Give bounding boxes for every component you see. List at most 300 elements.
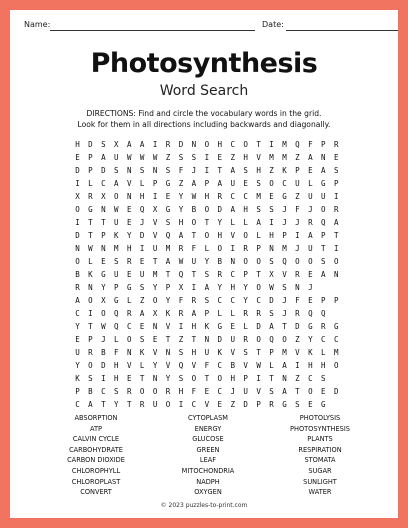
grid-letter[interactable]: I bbox=[88, 309, 93, 318]
grid-letter[interactable]: P bbox=[321, 140, 326, 149]
grid-letter[interactable]: C bbox=[101, 179, 106, 188]
grid-letter[interactable]: Z bbox=[230, 400, 235, 409]
grid-letter[interactable]: P bbox=[321, 296, 326, 305]
grid-letter[interactable]: P bbox=[295, 166, 300, 175]
grid-letter[interactable]: V bbox=[204, 400, 210, 409]
grid-letter[interactable]: E bbox=[269, 192, 274, 201]
grid-letter[interactable]: V bbox=[165, 361, 171, 370]
grid-letter[interactable]: O bbox=[295, 257, 300, 266]
grid-letter[interactable]: U bbox=[114, 270, 119, 279]
grid-letter[interactable]: I bbox=[333, 192, 339, 201]
grid-letter[interactable]: Q bbox=[308, 309, 313, 318]
grid-letter[interactable]: H bbox=[178, 218, 184, 227]
name-field-line[interactable] bbox=[50, 30, 255, 31]
grid-letter[interactable]: Y bbox=[152, 283, 158, 292]
grid-letter[interactable]: P bbox=[152, 179, 158, 188]
grid-letter[interactable]: W bbox=[191, 192, 197, 201]
grid-letter[interactable]: Z bbox=[295, 153, 300, 162]
grid-letter[interactable]: Y bbox=[308, 335, 313, 344]
grid-letter[interactable]: G bbox=[282, 400, 287, 409]
grid-letter[interactable]: I bbox=[152, 192, 158, 201]
grid-letter[interactable]: J bbox=[308, 205, 313, 214]
grid-letter[interactable]: I bbox=[295, 231, 300, 240]
grid-letter[interactable]: P bbox=[204, 179, 210, 188]
grid-letter[interactable]: T bbox=[88, 322, 93, 331]
grid-letter[interactable]: K bbox=[75, 374, 80, 383]
grid-letter[interactable]: S bbox=[114, 166, 119, 175]
grid-letter[interactable]: O bbox=[217, 374, 223, 383]
grid-letter[interactable]: U bbox=[308, 244, 313, 253]
grid-letter[interactable]: Y bbox=[75, 361, 80, 370]
grid-letter[interactable]: F bbox=[191, 387, 197, 396]
grid-letter[interactable]: S bbox=[178, 374, 184, 383]
grid-letter[interactable]: J bbox=[295, 244, 300, 253]
grid-letter[interactable]: Y bbox=[114, 400, 119, 409]
grid-letter[interactable]: Y bbox=[101, 283, 106, 292]
grid-letter[interactable]: D bbox=[269, 296, 274, 305]
grid-letter[interactable]: O bbox=[152, 387, 158, 396]
grid-letter[interactable]: P bbox=[333, 296, 339, 305]
grid-letter[interactable]: H bbox=[114, 361, 119, 370]
grid-letter[interactable]: R bbox=[217, 192, 223, 201]
grid-letter[interactable]: H bbox=[75, 140, 80, 149]
grid-letter[interactable]: V bbox=[256, 387, 261, 396]
grid-letter[interactable]: K bbox=[217, 348, 223, 357]
grid-letter[interactable]: E bbox=[75, 335, 80, 344]
grid-letter[interactable]: S bbox=[282, 283, 287, 292]
grid-letter[interactable]: Y bbox=[75, 322, 80, 331]
grid-letter[interactable]: O bbox=[75, 257, 80, 266]
grid-letter[interactable]: U bbox=[152, 400, 158, 409]
grid-letter[interactable]: G bbox=[165, 205, 171, 214]
grid-letter[interactable]: G bbox=[88, 205, 93, 214]
grid-letter[interactable]: J bbox=[282, 296, 287, 305]
grid-letter[interactable]: G bbox=[101, 270, 106, 279]
grid-letter[interactable]: N bbox=[321, 153, 326, 162]
grid-letter[interactable]: F bbox=[308, 140, 313, 149]
grid-letter[interactable]: C bbox=[243, 192, 248, 201]
grid-letter[interactable]: A bbox=[282, 387, 287, 396]
grid-letter[interactable]: T bbox=[88, 231, 93, 240]
grid-letter[interactable]: C bbox=[217, 361, 223, 370]
grid-letter[interactable]: S bbox=[321, 257, 326, 266]
grid-letter[interactable]: F bbox=[204, 361, 210, 370]
grid-letter[interactable]: A bbox=[139, 309, 145, 318]
grid-letter[interactable]: P bbox=[88, 166, 93, 175]
grid-letter[interactable]: A bbox=[333, 218, 339, 227]
grid-letter[interactable]: G bbox=[321, 400, 326, 409]
grid-letter[interactable]: L bbox=[204, 244, 210, 253]
grid-letter[interactable]: W bbox=[178, 257, 184, 266]
grid-letter[interactable]: H bbox=[308, 361, 313, 370]
grid-letter[interactable]: H bbox=[191, 322, 197, 331]
grid-letter[interactable]: L bbox=[269, 361, 274, 370]
grid-letter[interactable]: I bbox=[75, 218, 80, 227]
grid-letter[interactable]: W bbox=[256, 361, 261, 370]
grid-letter[interactable]: R bbox=[191, 296, 197, 305]
grid-letter[interactable]: D bbox=[217, 335, 223, 344]
grid-letter[interactable]: I bbox=[204, 166, 210, 175]
grid-letter[interactable]: N bbox=[101, 205, 106, 214]
grid-letter[interactable]: Z bbox=[139, 296, 145, 305]
grid-letter[interactable]: S bbox=[178, 348, 184, 357]
grid-letter[interactable]: R bbox=[243, 335, 248, 344]
grid-letter[interactable]: I bbox=[178, 322, 184, 331]
grid-letter[interactable]: B bbox=[217, 257, 223, 266]
grid-letter[interactable]: X bbox=[152, 309, 158, 318]
grid-letter[interactable]: T bbox=[295, 387, 300, 396]
grid-letter[interactable]: S bbox=[256, 179, 261, 188]
grid-letter[interactable]: S bbox=[269, 309, 274, 318]
grid-letter[interactable]: A bbox=[282, 361, 287, 370]
grid-letter[interactable]: K bbox=[114, 231, 119, 240]
grid-letter[interactable]: I bbox=[256, 374, 261, 383]
grid-letter[interactable]: V bbox=[230, 348, 235, 357]
grid-letter[interactable]: P bbox=[204, 309, 210, 318]
grid-letter[interactable]: O bbox=[165, 400, 171, 409]
grid-letter[interactable]: N bbox=[165, 348, 171, 357]
grid-letter[interactable]: T bbox=[256, 140, 261, 149]
grid-letter[interactable]: Q bbox=[178, 270, 184, 279]
grid-letter[interactable]: W bbox=[269, 283, 274, 292]
grid-letter[interactable]: J bbox=[101, 335, 106, 344]
grid-letter[interactable]: H bbox=[217, 231, 223, 240]
grid-letter[interactable]: E bbox=[139, 257, 145, 266]
grid-letter[interactable]: P bbox=[321, 231, 326, 240]
grid-letter[interactable]: T bbox=[191, 335, 197, 344]
grid-letter[interactable]: R bbox=[333, 140, 339, 149]
grid-letter[interactable]: I bbox=[152, 140, 158, 149]
grid-letter[interactable]: Y bbox=[165, 296, 171, 305]
grid-letter[interactable]: T bbox=[204, 218, 210, 227]
grid-letter[interactable]: I bbox=[101, 374, 106, 383]
grid-letter[interactable]: L bbox=[256, 231, 261, 240]
grid-letter[interactable]: W bbox=[88, 244, 93, 253]
grid-letter[interactable]: V bbox=[152, 231, 158, 240]
grid-letter[interactable]: S bbox=[243, 166, 248, 175]
grid-letter[interactable]: N bbox=[191, 140, 197, 149]
grid-letter[interactable]: C bbox=[101, 387, 106, 396]
grid-letter[interactable]: W bbox=[114, 205, 119, 214]
grid-letter[interactable]: F bbox=[191, 244, 197, 253]
grid-letter[interactable]: N bbox=[152, 166, 158, 175]
grid-letter[interactable]: M bbox=[152, 270, 158, 279]
grid-letter[interactable]: B bbox=[88, 387, 93, 396]
grid-letter[interactable] bbox=[330, 307, 343, 320]
grid-letter[interactable]: Z bbox=[178, 335, 184, 344]
grid-letter[interactable]: Q bbox=[139, 205, 145, 214]
grid-letter[interactable]: R bbox=[243, 309, 248, 318]
grid-letter[interactable]: V bbox=[126, 361, 132, 370]
grid-letter[interactable]: E bbox=[217, 400, 223, 409]
grid-letter[interactable]: Y bbox=[178, 205, 184, 214]
grid-letter[interactable]: O bbox=[256, 283, 261, 292]
grid-letter[interactable]: R bbox=[88, 192, 93, 201]
grid-letter[interactable]: D bbox=[101, 166, 106, 175]
grid-letter[interactable]: T bbox=[139, 374, 145, 383]
grid-letter[interactable]: V bbox=[152, 218, 158, 227]
grid-letter[interactable]: E bbox=[230, 322, 235, 331]
grid-letter[interactable]: Z bbox=[295, 335, 300, 344]
grid-letter[interactable]: Z bbox=[269, 166, 274, 175]
grid-letter[interactable]: G bbox=[308, 322, 313, 331]
grid-letter[interactable]: R bbox=[126, 309, 132, 318]
grid-letter[interactable]: Y bbox=[243, 283, 248, 292]
grid-letter[interactable]: F bbox=[178, 166, 184, 175]
grid-letter[interactable]: N bbox=[333, 270, 339, 279]
grid-letter[interactable]: P bbox=[269, 348, 274, 357]
grid-letter[interactable]: M bbox=[256, 192, 261, 201]
grid-letter[interactable]: T bbox=[217, 166, 223, 175]
grid-letter[interactable]: R bbox=[256, 309, 261, 318]
grid-letter[interactable]: R bbox=[75, 283, 80, 292]
grid-letter[interactable]: N bbox=[295, 283, 300, 292]
grid-letter[interactable]: V bbox=[243, 361, 248, 370]
grid-letter[interactable]: O bbox=[308, 257, 313, 266]
grid-letter[interactable]: E bbox=[308, 166, 313, 175]
grid-letter[interactable]: E bbox=[333, 153, 339, 162]
grid-letter[interactable]: A bbox=[321, 166, 326, 175]
grid-letter[interactable]: T bbox=[256, 348, 261, 357]
grid-letter[interactable]: P bbox=[256, 400, 261, 409]
grid-letter[interactable]: O bbox=[333, 257, 339, 266]
grid-letter[interactable]: S bbox=[165, 166, 171, 175]
grid-letter[interactable]: V bbox=[191, 361, 197, 370]
grid-letter[interactable]: S bbox=[165, 218, 171, 227]
grid-letter[interactable]: O bbox=[321, 205, 326, 214]
grid-letter[interactable]: G bbox=[217, 322, 223, 331]
grid-letter[interactable]: A bbox=[178, 231, 184, 240]
grid-letter[interactable]: J bbox=[295, 218, 300, 227]
grid-letter[interactable]: E bbox=[101, 257, 106, 266]
grid-letter[interactable]: K bbox=[204, 322, 210, 331]
grid-letter[interactable]: O bbox=[191, 218, 197, 227]
grid-letter[interactable]: O bbox=[308, 387, 313, 396]
grid-letter[interactable]: R bbox=[178, 244, 184, 253]
grid-letter[interactable]: S bbox=[243, 348, 248, 357]
grid-letter[interactable]: D bbox=[75, 166, 80, 175]
grid-letter[interactable]: R bbox=[269, 400, 274, 409]
grid-letter[interactable]: A bbox=[75, 296, 80, 305]
grid-letter[interactable]: T bbox=[165, 270, 171, 279]
grid-letter[interactable]: H bbox=[217, 140, 223, 149]
grid-letter[interactable]: A bbox=[230, 205, 235, 214]
grid-letter[interactable]: E bbox=[152, 335, 158, 344]
grid-letter[interactable]: U bbox=[243, 387, 248, 396]
grid-letter[interactable]: O bbox=[217, 244, 223, 253]
grid-letter[interactable]: A bbox=[191, 179, 197, 188]
grid-letter[interactable]: V bbox=[126, 179, 132, 188]
grid-letter[interactable]: P bbox=[243, 270, 248, 279]
grid-letter[interactable]: I bbox=[230, 244, 235, 253]
grid-letter[interactable]: I bbox=[139, 244, 145, 253]
grid-letter[interactable]: S bbox=[333, 166, 339, 175]
grid-letter[interactable]: D bbox=[88, 140, 93, 149]
grid-letter[interactable]: E bbox=[126, 205, 132, 214]
grid-letter[interactable]: T bbox=[321, 244, 326, 253]
grid-letter[interactable]: I bbox=[178, 400, 184, 409]
grid-letter[interactable]: C bbox=[75, 309, 80, 318]
grid-letter[interactable]: J bbox=[282, 218, 287, 227]
grid-letter[interactable]: S bbox=[114, 257, 119, 266]
grid-letter[interactable]: X bbox=[75, 192, 80, 201]
grid-letter[interactable]: C bbox=[230, 270, 235, 279]
grid-letter[interactable]: Z bbox=[295, 192, 300, 201]
grid-letter[interactable]: K bbox=[88, 270, 93, 279]
grid-letter[interactable]: E bbox=[126, 270, 132, 279]
grid-letter[interactable]: C bbox=[191, 400, 197, 409]
grid-letter[interactable]: S bbox=[88, 374, 93, 383]
grid-letter[interactable]: R bbox=[165, 140, 171, 149]
grid-letter[interactable] bbox=[330, 372, 343, 385]
grid-letter[interactable]: R bbox=[178, 309, 184, 318]
grid-letter[interactable]: O bbox=[204, 205, 210, 214]
grid-letter[interactable]: Q bbox=[114, 309, 119, 318]
grid-letter[interactable]: R bbox=[333, 205, 339, 214]
grid-letter[interactable]: L bbox=[230, 218, 235, 227]
grid-letter[interactable]: A bbox=[88, 400, 93, 409]
grid-letter[interactable]: A bbox=[114, 179, 119, 188]
grid-letter[interactable]: A bbox=[165, 257, 171, 266]
grid-letter[interactable]: J bbox=[139, 218, 145, 227]
grid-letter[interactable]: C bbox=[308, 374, 313, 383]
grid-letter[interactable]: J bbox=[282, 309, 287, 318]
grid-letter[interactable]: D bbox=[217, 205, 223, 214]
grid-letter[interactable]: F bbox=[295, 296, 300, 305]
grid-letter[interactable]: I bbox=[295, 361, 300, 370]
grid-letter[interactable]: O bbox=[256, 335, 261, 344]
grid-letter[interactable]: A bbox=[139, 140, 145, 149]
grid-letter[interactable]: C bbox=[230, 192, 235, 201]
grid-letter[interactable]: L bbox=[114, 335, 119, 344]
grid-letter[interactable]: R bbox=[217, 270, 223, 279]
grid-letter[interactable]: O bbox=[204, 231, 210, 240]
grid-letter[interactable]: V bbox=[256, 153, 261, 162]
grid-letter[interactable]: E bbox=[308, 270, 313, 279]
grid-letter[interactable]: X bbox=[152, 205, 158, 214]
grid-letter[interactable]: D bbox=[139, 231, 145, 240]
grid-letter[interactable]: Y bbox=[204, 257, 210, 266]
grid-letter[interactable]: M bbox=[165, 244, 171, 253]
grid-letter[interactable]: G bbox=[126, 283, 132, 292]
grid-letter[interactable]: W bbox=[152, 153, 158, 162]
grid-letter[interactable]: T bbox=[256, 270, 261, 279]
grid-letter[interactable]: R bbox=[243, 244, 248, 253]
grid-letter[interactable]: E bbox=[204, 387, 210, 396]
grid-letter[interactable]: X bbox=[178, 283, 184, 292]
grid-letter[interactable]: Z bbox=[295, 374, 300, 383]
grid-letter[interactable]: W bbox=[126, 153, 132, 162]
grid-letter[interactable]: Y bbox=[243, 296, 248, 305]
grid-letter[interactable]: U bbox=[230, 335, 235, 344]
grid-letter[interactable]: A bbox=[308, 231, 313, 240]
grid-letter[interactable]: I bbox=[75, 179, 80, 188]
grid-letter[interactable]: A bbox=[217, 179, 223, 188]
grid-letter[interactable]: P bbox=[75, 387, 80, 396]
grid-letter[interactable]: T bbox=[282, 322, 287, 331]
grid-letter[interactable]: G bbox=[321, 179, 326, 188]
grid-letter[interactable]: F bbox=[295, 205, 300, 214]
grid-letter[interactable]: H bbox=[269, 231, 274, 240]
grid-letter[interactable]: M bbox=[282, 348, 287, 357]
grid-letter[interactable]: L bbox=[308, 179, 313, 188]
grid-letter[interactable]: B bbox=[191, 205, 197, 214]
grid-letter[interactable]: E bbox=[126, 374, 132, 383]
grid-letter[interactable]: H bbox=[204, 192, 210, 201]
grid-letter[interactable]: C bbox=[217, 387, 223, 396]
grid-letter[interactable]: F bbox=[178, 296, 184, 305]
grid-letter[interactable]: X bbox=[101, 192, 106, 201]
grid-letter[interactable]: Q bbox=[269, 335, 274, 344]
grid-letter[interactable]: D bbox=[101, 361, 106, 370]
grid-letter[interactable]: T bbox=[165, 335, 171, 344]
grid-letter[interactable]: I bbox=[191, 283, 197, 292]
grid-letter[interactable]: D bbox=[295, 322, 300, 331]
grid-letter[interactable]: N bbox=[152, 322, 158, 331]
grid-letter[interactable]: T bbox=[191, 231, 197, 240]
grid-letter[interactable]: S bbox=[269, 257, 274, 266]
grid-letter[interactable]: J bbox=[230, 387, 235, 396]
grid-letter[interactable]: R bbox=[139, 400, 145, 409]
grid-letter[interactable]: S bbox=[269, 387, 274, 396]
grid-letter[interactable]: D bbox=[256, 322, 261, 331]
grid-letter[interactable]: Y bbox=[165, 374, 171, 383]
grid-letter[interactable]: Q bbox=[282, 257, 287, 266]
grid-letter[interactable]: A bbox=[321, 270, 326, 279]
grid-letter[interactable]: A bbox=[308, 153, 313, 162]
grid-letter[interactable]: O bbox=[88, 361, 93, 370]
grid-letter[interactable]: E bbox=[308, 400, 313, 409]
grid-letter[interactable]: I bbox=[333, 244, 339, 253]
grid-letter[interactable]: K bbox=[165, 309, 171, 318]
grid-letter[interactable]: L bbox=[88, 257, 93, 266]
grid-letter[interactable]: K bbox=[308, 348, 313, 357]
grid-letter[interactable]: R bbox=[321, 322, 326, 331]
grid-letter[interactable]: T bbox=[101, 218, 106, 227]
grid-letter[interactable]: R bbox=[308, 218, 313, 227]
grid-letter[interactable]: Y bbox=[217, 218, 223, 227]
grid-letter[interactable]: M bbox=[282, 153, 287, 162]
grid-letter[interactable]: D bbox=[333, 387, 339, 396]
grid-letter[interactable]: H bbox=[321, 361, 326, 370]
grid-letter[interactable]: V bbox=[165, 322, 171, 331]
grid-letter[interactable]: U bbox=[230, 179, 235, 188]
grid-letter[interactable]: Q bbox=[178, 361, 184, 370]
grid-letter[interactable]: T bbox=[204, 374, 210, 383]
grid-letter[interactable]: O bbox=[256, 257, 261, 266]
grid-letter[interactable]: V bbox=[152, 348, 158, 357]
grid-letter[interactable]: U bbox=[75, 348, 80, 357]
grid-letter[interactable]: U bbox=[321, 192, 326, 201]
grid-letter[interactable]: I bbox=[204, 153, 210, 162]
grid-letter[interactable]: I bbox=[269, 140, 274, 149]
grid-letter[interactable]: V bbox=[230, 231, 235, 240]
grid-letter[interactable]: C bbox=[126, 322, 132, 331]
grid-letter[interactable]: O bbox=[333, 361, 339, 370]
grid-letter[interactable]: U bbox=[191, 257, 197, 266]
grid-letter[interactable]: R bbox=[165, 387, 171, 396]
grid-letter[interactable] bbox=[317, 281, 330, 294]
grid-letter[interactable]: A bbox=[230, 166, 235, 175]
grid-letter[interactable]: Q bbox=[114, 322, 119, 331]
grid-letter[interactable]: V bbox=[295, 348, 300, 357]
grid-letter[interactable]: R bbox=[88, 348, 93, 357]
grid-letter[interactable]: P bbox=[165, 283, 171, 292]
grid-letter[interactable]: L bbox=[243, 218, 248, 227]
grid-letter[interactable]: N bbox=[269, 244, 274, 253]
grid-letter[interactable]: T bbox=[333, 231, 339, 240]
grid-letter[interactable]: C bbox=[256, 296, 261, 305]
